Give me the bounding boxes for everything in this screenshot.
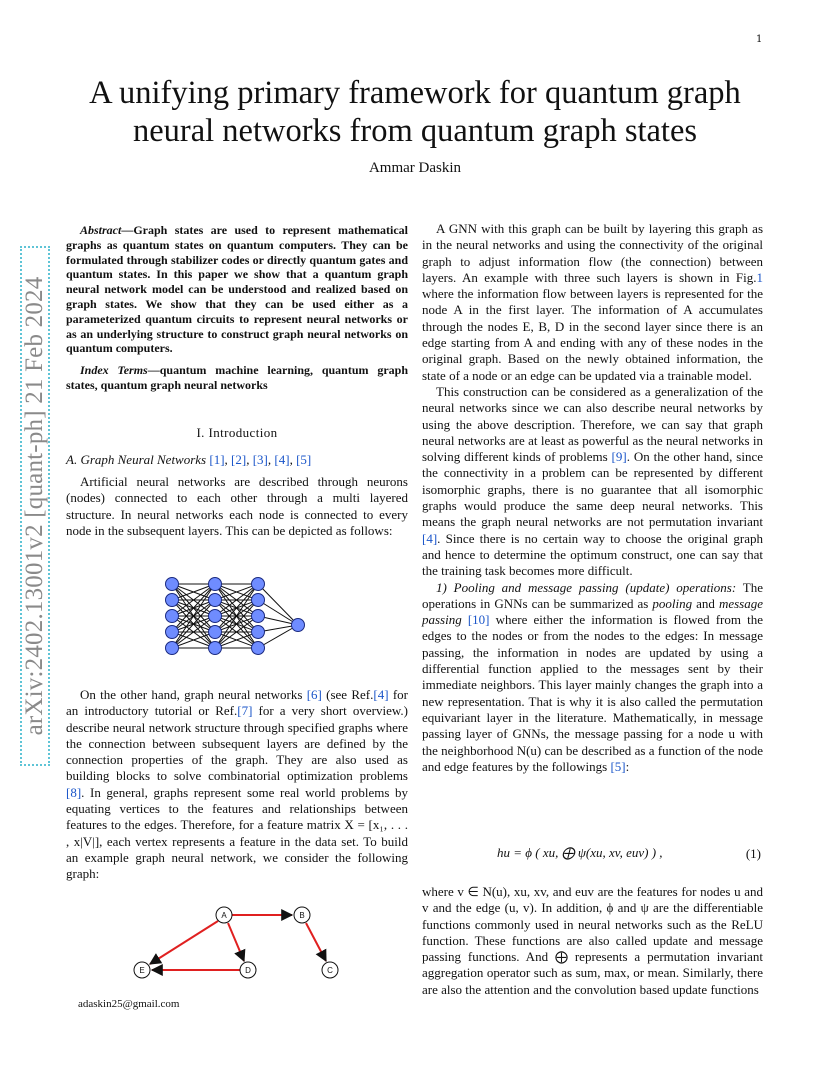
citation-link[interactable]: [9] bbox=[611, 449, 627, 465]
equation-number: (1) bbox=[745, 846, 761, 861]
nn-node bbox=[252, 642, 265, 655]
paragraph-text: This construction can be considered as a generalization of the neural networks since we can also describe neural networks by using the above description. Therefore, we can say that graph neural networks are at least as powerful as the neural networks in solving different kinds of problems bbox=[422, 383, 763, 465]
paragraph-text: (see Ref. bbox=[321, 687, 374, 702]
nn-node bbox=[252, 610, 265, 623]
paper-title bbox=[60, 74, 770, 150]
paragraph-text: and bbox=[692, 595, 719, 611]
abstract-text: —Graph states are used to represent mathematical graphs as quantum states on quantum computers. They can be formulated through stabilizer codes or directly quantum gates and quantum states. In this paper we show that a quantum graph neural network model can be understood and realized based on graph states. We show that they can be used either as a parameterized quantum circuits to represent neural networks or as an underlying structure to construct graph neural networks on quantum computers. bbox=[66, 223, 408, 356]
nn-node bbox=[209, 626, 222, 639]
abstract bbox=[66, 223, 408, 393]
node-label-e: E bbox=[139, 966, 145, 975]
right-column-after-eq bbox=[422, 884, 763, 998]
edge-b-c bbox=[306, 923, 326, 961]
author: Ammar Daskin bbox=[368, 160, 462, 176]
citation-link[interactable]: [3] bbox=[252, 452, 268, 467]
citation-link[interactable]: [10] bbox=[461, 612, 490, 628]
nn-node bbox=[166, 642, 179, 655]
edge-a-d bbox=[228, 923, 244, 961]
page-number: 1 bbox=[756, 34, 763, 45]
nn-edges bbox=[172, 584, 298, 648]
paragraph-text: where the information flow between layers is represented for the node A in the first layer. The information of A accumulates through the nodes E, B, D in the second layer since there is an edge starting from A and ending with any of these nodes in the original graph. Based on the newly obtained information, the state of a node or an edge can be updated via a trainable model. bbox=[422, 286, 763, 383]
paragraph-text: The operations in GNNs can be summarized as bbox=[422, 579, 763, 611]
subsection-heading: A. Graph Neural Networks [1], [2], [3], [4], [5] bbox=[66, 452, 312, 467]
citation-link[interactable]: [4] bbox=[274, 452, 290, 467]
paragraph-text: On the other hand, graph neural networks bbox=[80, 687, 307, 702]
right-column bbox=[422, 221, 763, 775]
arxiv-stamp-text: arXiv:2402.13001v2 [quant-ph] 21 Feb 2024 bbox=[21, 276, 48, 736]
figure-link[interactable]: 1 bbox=[756, 269, 763, 285]
abstract-label: Abstract bbox=[80, 223, 122, 237]
citation-link[interactable]: [4] bbox=[422, 530, 438, 546]
nn-node bbox=[166, 578, 179, 591]
paragraph-heading: 1) Pooling and message passing (update) operations: bbox=[436, 579, 737, 595]
citation-link[interactable]: [4] bbox=[373, 687, 389, 702]
edge-a-e bbox=[150, 921, 218, 964]
paragraph-text: . In general, graphs represent some real world problems by equating vertices to the features and relationships between features to the edges. Therefore, for a feature matrix X = [x₁, . . . , x|V|], each vertex represents a feature in the data set. To build an example graph neural network, we consider the following graph: bbox=[66, 784, 408, 882]
paragraph-text: Artificial neural networks are described through neurons (nodes) connected to each other through a multi layered structure. In neural networks each node is connected to every node in the subsequent layers. This can be depicted as follows: bbox=[66, 474, 408, 538]
arxiv-stamp bbox=[20, 246, 50, 766]
subsection-title: A. Graph Neural Networks bbox=[66, 452, 207, 467]
nn-node bbox=[209, 594, 222, 607]
term-message-passing: message passing bbox=[422, 595, 763, 628]
index-terms-text: —quantum machine learning, quantum graph states, quantum graph neural networks bbox=[66, 363, 409, 392]
citation-link[interactable]: [5] bbox=[610, 758, 626, 774]
neural-network-figure bbox=[150, 570, 320, 655]
paragraph-text: where v ∈ N(u), xu, xv, and euv are the features for nodes u and v and the edge (u, v). In addition, ϕ and ψ are the differentiable functions commonly used in neural networks such as the ReLU function. These functions are also called update and message passing functions. And ⨁ represents a permutation invariant aggregation operator such as sum, max, or mean. Similarly, there are also the attention and the convolution based update functions bbox=[422, 884, 763, 997]
equation-1 bbox=[422, 845, 763, 869]
index-terms-label: Index Terms bbox=[80, 363, 148, 378]
equation-expression: hu = ϕ ( xu, ⨁ ψ(xu, xv, euv) ) , bbox=[497, 845, 663, 860]
paragraph-text: . Since there is no certain way to choose the original graph and hence to determine the optimum construct, one can say that the training task becomes more difficult. bbox=[422, 530, 763, 579]
paragraph-text: : bbox=[625, 758, 630, 774]
nn-node bbox=[252, 594, 265, 607]
nn-node bbox=[252, 578, 265, 591]
citation-link[interactable]: [5] bbox=[296, 452, 312, 467]
node-label-a: A bbox=[221, 911, 227, 920]
citation-link[interactable]: [7] bbox=[237, 703, 253, 719]
nn-node bbox=[209, 610, 222, 623]
citation-link[interactable]: [8] bbox=[66, 784, 82, 800]
citation-link[interactable]: [6] bbox=[306, 687, 322, 702]
title-line-1: A unifying primary framework for quantum graph bbox=[89, 75, 741, 111]
nn-node bbox=[292, 619, 305, 632]
nn-node bbox=[252, 626, 265, 639]
footnote-email: adaskin25@gmail.com bbox=[78, 998, 180, 1010]
nn-node bbox=[166, 626, 179, 639]
paragraph-text: . On the other hand, since the connectivity in a problem can be represented by different isomorphic graphs, there is no guarantee that all isomorphic graphs would produce the same deep neural networks. This means the graph neural networks are not permutation invariant bbox=[422, 449, 764, 530]
paragraph-text: A GNN with this graph can be built by layering this graph as in the neural networks and using the connectivity of the original graph to adjust information flow (the connection) between layers. An example with three such layers is shown in Fig. bbox=[422, 221, 763, 285]
nn-node bbox=[166, 594, 179, 607]
nn-node bbox=[166, 610, 179, 623]
citation-link[interactable]: [2] bbox=[231, 452, 247, 467]
paragraph-text: where either the information is flowed from the edges to the nodes or from the nodes to the edges: In message passing, the information in nodes are updated by using a differential function applied to the messages sent by their immediate neighbors. This layer mainly changes the graph into a new representation. That is why it is also called the permutation equivariant layer in the literature. Mathematically, in message passing layer of GNNs, the message passing for a node u with the neighborhood N(u) can be described as a function of the node and edge features by the followings bbox=[422, 612, 763, 774]
intro-paragraph-1 bbox=[66, 474, 408, 539]
paragraph-text: for a very short overview.) describe neural network structure through specified graphs where the connection between subsequent layers are defined by the connection properties of the graph. They are also used as building blocks to solve combinatorial optimization problems bbox=[66, 703, 408, 784]
title-line-2: neural networks from quantum graph states bbox=[132, 113, 698, 149]
intro-paragraph-2 bbox=[66, 687, 408, 883]
node-label-c: C bbox=[327, 966, 333, 975]
node-label-d: D bbox=[245, 966, 251, 975]
term-pooling: pooling bbox=[652, 595, 693, 611]
graph-figure bbox=[120, 895, 350, 985]
nn-node bbox=[209, 578, 222, 591]
node-label-b: B bbox=[299, 911, 305, 920]
section-heading: I. Introduction bbox=[196, 425, 278, 440]
nn-node bbox=[209, 642, 222, 655]
paragraph-text: for an introductory tutorial or Ref. bbox=[66, 687, 408, 719]
citation-link[interactable]: [1] bbox=[209, 452, 225, 467]
